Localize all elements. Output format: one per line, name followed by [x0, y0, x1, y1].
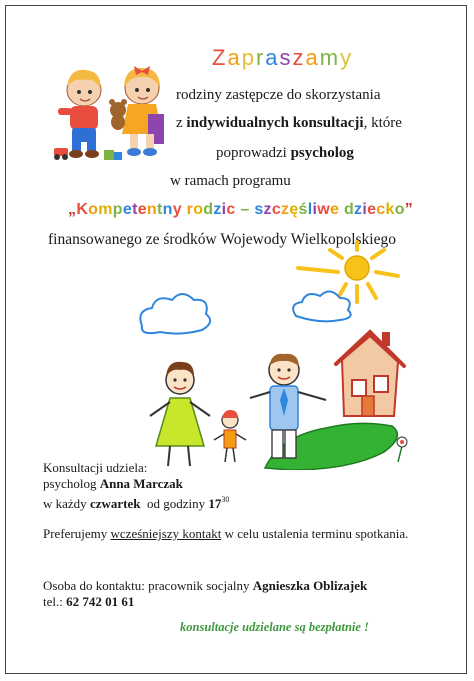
program-letter: i	[312, 201, 318, 218]
intro-line-4: w ramach programu	[170, 173, 291, 189]
title-letter: m	[319, 45, 341, 70]
title-letter: a	[305, 45, 320, 70]
intro-line-2: z indywidualnych konsultacji, które	[176, 115, 402, 131]
program-letter: t	[132, 201, 138, 218]
consultant-name: psycholog Anna Marczak	[43, 476, 183, 491]
cloud-left	[140, 294, 210, 334]
program-letter: ”	[404, 201, 414, 218]
program-letter: c	[226, 201, 236, 218]
program-letter: z	[213, 201, 222, 218]
program-letter: c	[376, 201, 386, 218]
child-figure	[214, 410, 246, 462]
program-letter: ę	[289, 201, 299, 218]
schedule-line: w każdy czwartek od godziny $17^{30}$	[43, 495, 230, 511]
cloud-right	[293, 291, 351, 321]
program-letter: i	[221, 201, 227, 218]
preference-paragraph: Preferujemy wcześniejszy kontakt w celu ustalenia terminu spotkania.	[43, 526, 409, 541]
program-letter: o	[88, 201, 99, 218]
program-letter: „	[68, 201, 77, 218]
boy-figure	[58, 70, 101, 158]
program-letter: z	[263, 201, 272, 218]
program-letter: e	[367, 201, 377, 218]
program-letter: t	[156, 201, 163, 218]
children-illustration	[50, 62, 175, 164]
program-letter: m	[98, 201, 113, 218]
program-letter: p	[112, 201, 123, 218]
page-title	[212, 45, 353, 71]
sun-icon	[298, 242, 398, 302]
program-letter: d	[343, 201, 355, 218]
title-letter: a	[227, 45, 242, 70]
title-letter: s	[279, 45, 293, 70]
contact-person: Osoba do kontaktu: pracownik socjalny Agnieszka Oblizajek	[43, 578, 368, 593]
program-letter: d	[203, 201, 214, 218]
girl-figure	[122, 66, 164, 156]
program-letter: r	[186, 201, 194, 218]
mother-figure	[150, 362, 210, 466]
house-icon	[336, 332, 404, 416]
program-letter: w	[317, 201, 330, 218]
program-letter: i	[362, 201, 368, 218]
free-note: konsultacje udzielane są bezpłatnie !	[180, 620, 369, 634]
program-letter: l	[307, 201, 313, 218]
consultant-label: Konsultacji udziela:	[43, 460, 148, 475]
program-letter: K	[76, 201, 89, 218]
program-letter: o	[394, 201, 405, 218]
program-letter: ś	[298, 201, 308, 218]
intro-line-1: rodziny zastępcze do skorzystania	[176, 87, 381, 103]
program-letter: e	[330, 201, 340, 218]
teddy-bear	[109, 99, 127, 130]
title-letter: z	[292, 45, 306, 70]
title-letter: y	[340, 45, 354, 70]
funding-line: finansowanego ze środków Wojewody Wielkopolskiego	[48, 231, 396, 248]
program-letter: z	[281, 201, 290, 218]
contact-phone: tel.: 62 742 01 61	[43, 594, 135, 609]
flower-icon	[397, 437, 407, 462]
program-letter: c	[271, 201, 282, 218]
program-letter: –	[240, 201, 250, 218]
title-letter: p	[241, 45, 256, 70]
program-name	[68, 201, 413, 219]
program-letter: k	[385, 201, 395, 218]
program-letter: n	[146, 201, 157, 218]
title-letter: Z	[212, 45, 228, 70]
program-letter: z	[354, 201, 363, 218]
program-letter: n	[162, 201, 173, 218]
intro-line-3: poprowadzi psycholog	[216, 145, 354, 161]
program-letter: y	[172, 201, 182, 218]
program-letter: o	[193, 201, 204, 218]
program-letter: e	[137, 201, 147, 218]
program-letter: e	[122, 201, 133, 218]
title-letter: r	[255, 45, 266, 70]
family-drawing	[130, 240, 430, 470]
program-letter: s	[254, 201, 264, 218]
title-letter: a	[265, 45, 280, 70]
